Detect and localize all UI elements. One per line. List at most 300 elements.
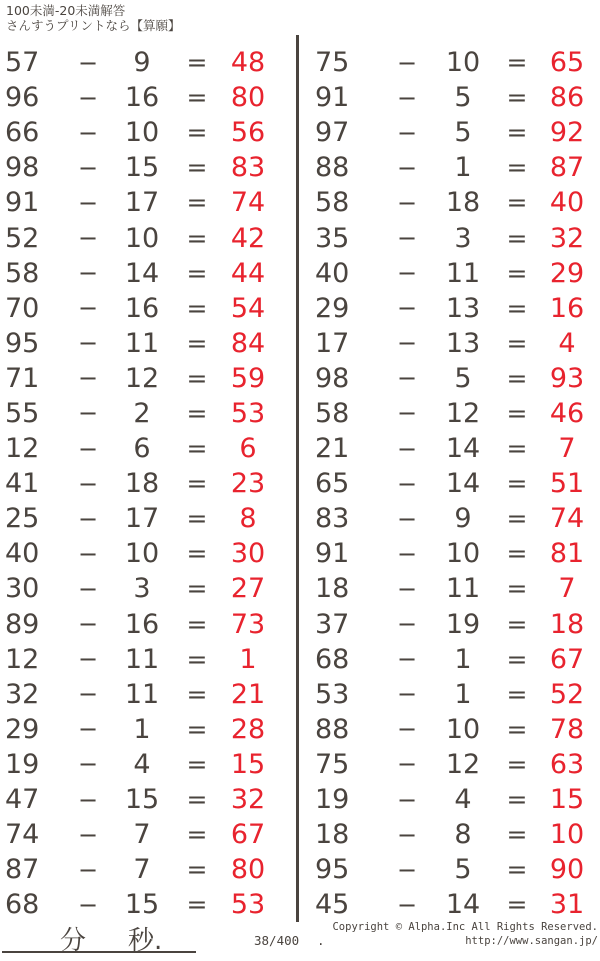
subtrahend: 16: [124, 608, 160, 640]
answer: 74: [549, 503, 585, 535]
answer: 18: [549, 608, 585, 640]
answer: 29: [549, 257, 585, 289]
answer: 7: [558, 433, 576, 465]
minuend: 55: [5, 397, 40, 429]
subtrahend: 11: [445, 573, 481, 605]
equals-icon: =: [186, 820, 208, 850]
problem-row: [0, 80, 296, 115]
subtrahend: 15: [124, 152, 160, 184]
equals-icon: =: [506, 328, 528, 358]
problems-column-right: [300, 45, 600, 922]
subtrahend: 10: [445, 538, 481, 570]
problem-row: [300, 536, 600, 571]
answer: 93: [549, 362, 585, 394]
answer: 28: [230, 713, 266, 745]
minuend: 19: [315, 784, 350, 816]
answer: 78: [549, 713, 585, 745]
minus-icon: −: [77, 118, 99, 147]
equals-icon: =: [506, 398, 528, 428]
column-divider-line: [296, 35, 299, 922]
subtrahend: 1: [454, 643, 472, 675]
subtrahend: 14: [445, 433, 481, 465]
minuend: 29: [5, 713, 40, 745]
answer: 83: [230, 152, 266, 184]
minus-icon: −: [396, 785, 418, 814]
equals-icon: =: [186, 48, 208, 78]
equals-icon: =: [506, 785, 528, 815]
minuend: 30: [5, 573, 40, 605]
answer: 67: [549, 643, 585, 675]
minuend: 98: [315, 362, 350, 394]
answer: 80: [230, 854, 266, 886]
minus-icon: −: [396, 188, 418, 217]
minuend: 19: [5, 748, 40, 780]
subtrahend: 5: [454, 362, 472, 394]
equals-icon: =: [186, 328, 208, 358]
minus-icon: −: [77, 259, 99, 288]
subtrahend: 5: [454, 854, 472, 886]
minus-icon: −: [396, 680, 418, 709]
minus-icon: −: [77, 188, 99, 217]
answer: 10: [549, 819, 585, 851]
answer: 48: [230, 47, 266, 79]
subtrahend: 11: [124, 327, 160, 359]
equals-icon: =: [186, 83, 208, 113]
equals-icon: =: [186, 785, 208, 815]
minus-icon: −: [396, 434, 418, 463]
equals-icon: =: [506, 574, 528, 604]
problem-row: [300, 712, 600, 747]
answer: 15: [230, 748, 266, 780]
answer: 73: [230, 608, 266, 640]
equals-icon: =: [506, 855, 528, 885]
subtrahend: 7: [133, 854, 151, 886]
problem-row: [300, 326, 600, 361]
minus-icon: −: [77, 434, 99, 463]
problem-row: [300, 887, 600, 922]
equals-icon: =: [186, 258, 208, 288]
minus-icon: −: [396, 504, 418, 533]
problem-row: [0, 185, 296, 220]
problem-row: [300, 817, 600, 852]
subtrahend: 5: [454, 117, 472, 149]
answer: 30: [230, 538, 266, 570]
answer: 4: [558, 327, 576, 359]
problem-row: [0, 150, 296, 185]
problem-row: [300, 677, 600, 712]
equals-icon: =: [506, 469, 528, 499]
problem-row: [0, 326, 296, 361]
subtrahend: 10: [124, 538, 160, 570]
minuend: 87: [5, 854, 40, 886]
subtrahend: 2: [133, 397, 151, 429]
minuend: 83: [315, 503, 350, 535]
problem-row: [0, 256, 296, 291]
minuend: 32: [5, 678, 40, 710]
stray-dot: .: [317, 933, 325, 948]
problem-row: [300, 150, 600, 185]
equals-icon: =: [186, 855, 208, 885]
equals-icon: =: [186, 398, 208, 428]
answer: 53: [230, 397, 266, 429]
subtrahend: 3: [133, 573, 151, 605]
minuend: 70: [5, 292, 40, 324]
minus-icon: −: [77, 890, 99, 919]
equals-icon: =: [186, 504, 208, 534]
minus-icon: −: [396, 820, 418, 849]
answer: 23: [230, 468, 266, 500]
answer: 87: [549, 152, 585, 184]
minuend: 12: [5, 643, 40, 675]
minuend: 91: [315, 82, 350, 114]
minuend: 45: [315, 889, 350, 921]
answer: 31: [549, 889, 585, 921]
answer: 90: [549, 854, 585, 886]
minuend: 58: [315, 187, 350, 219]
subtrahend: 15: [124, 889, 160, 921]
minus-icon: −: [77, 364, 99, 393]
minuend: 58: [315, 397, 350, 429]
equals-icon: =: [186, 188, 208, 218]
subtrahend: 9: [454, 503, 472, 535]
equals-icon: =: [506, 504, 528, 534]
problem-row: [300, 220, 600, 255]
problem-row: [0, 852, 296, 887]
subtrahend: 11: [124, 643, 160, 675]
problem-row: [300, 396, 600, 431]
minus-icon: −: [396, 750, 418, 779]
equals-icon: =: [186, 714, 208, 744]
problem-row: [0, 571, 296, 606]
minuend: 47: [5, 784, 40, 816]
subtrahend: 1: [454, 152, 472, 184]
equals-icon: =: [506, 363, 528, 393]
problem-row: [300, 115, 600, 150]
minus-icon: −: [396, 855, 418, 884]
copyright-url: http://www.sangan.jp/: [465, 935, 598, 947]
page-number: 38/400: [254, 933, 300, 948]
minus-icon: −: [396, 364, 418, 393]
answer: 32: [230, 784, 266, 816]
equals-icon: =: [506, 48, 528, 78]
problem-row: [300, 852, 600, 887]
answer: 51: [549, 468, 585, 500]
answer: 46: [549, 397, 585, 429]
minuend: 75: [315, 748, 350, 780]
subtrahend: 13: [445, 327, 481, 359]
subtrahend: 5: [454, 82, 472, 114]
minuend: 21: [315, 433, 350, 465]
equals-icon: =: [186, 223, 208, 253]
subtrahend: 12: [445, 748, 481, 780]
answer: 59: [230, 362, 266, 394]
answer: 81: [549, 538, 585, 570]
answer: 8: [239, 503, 257, 535]
minus-icon: −: [396, 294, 418, 323]
subtrahend: 13: [445, 292, 481, 324]
minus-icon: −: [77, 469, 99, 498]
equals-icon: =: [186, 644, 208, 674]
equals-icon: =: [186, 609, 208, 639]
minus-icon: −: [77, 329, 99, 358]
subtrahend: 12: [445, 397, 481, 429]
minuend: 88: [315, 713, 350, 745]
problem-row: [0, 220, 296, 255]
answer: 67: [230, 819, 266, 851]
minus-icon: −: [396, 224, 418, 253]
answer: 32: [549, 222, 585, 254]
answer: 52: [549, 678, 585, 710]
answer: 80: [230, 82, 266, 114]
problem-row: [300, 45, 600, 80]
answer: 44: [230, 257, 266, 289]
equals-icon: =: [186, 749, 208, 779]
equals-icon: =: [186, 679, 208, 709]
minuend: 57: [5, 47, 40, 79]
minus-icon: −: [396, 399, 418, 428]
minus-icon: −: [77, 645, 99, 674]
problem-row: [0, 712, 296, 747]
answer: 65: [549, 47, 585, 79]
equals-icon: =: [506, 890, 528, 920]
problem-row: [300, 607, 600, 642]
subtrahend: 7: [133, 819, 151, 851]
minus-icon: −: [396, 329, 418, 358]
equals-icon: =: [506, 749, 528, 779]
equals-icon: =: [506, 153, 528, 183]
answer: 84: [230, 327, 266, 359]
problem-row: [0, 466, 296, 501]
equals-icon: =: [506, 258, 528, 288]
subtrahend: 14: [445, 889, 481, 921]
minus-icon: −: [77, 680, 99, 709]
subtrahend: 12: [124, 362, 160, 394]
minuend: 66: [5, 117, 40, 149]
answer: 92: [549, 117, 585, 149]
answer: 86: [549, 82, 585, 114]
equals-icon: =: [506, 609, 528, 639]
problem-row: [0, 536, 296, 571]
minus-icon: −: [77, 153, 99, 182]
minuend: 18: [315, 819, 350, 851]
subtrahend: 10: [124, 222, 160, 254]
minus-icon: −: [77, 48, 99, 77]
answer: 53: [230, 889, 266, 921]
subtrahend: 11: [445, 257, 481, 289]
minuend: 95: [5, 327, 40, 359]
subtrahend: 17: [124, 503, 160, 535]
problems-column-left: [0, 45, 296, 922]
equals-icon: =: [186, 434, 208, 464]
subtrahend: 3: [454, 222, 472, 254]
minuend: 18: [315, 573, 350, 605]
subtrahend: 1: [454, 678, 472, 710]
minuend: 37: [315, 608, 350, 640]
minutes-label: 分: [60, 926, 87, 956]
minus-icon: −: [77, 855, 99, 884]
minus-icon: −: [396, 645, 418, 674]
seconds-label: 秒.: [128, 926, 163, 956]
answer: 16: [549, 292, 585, 324]
minus-icon: −: [396, 118, 418, 147]
problem-row: [300, 291, 600, 326]
subtrahend: 10: [445, 47, 481, 79]
minus-icon: −: [396, 715, 418, 744]
problem-row: [300, 782, 600, 817]
equals-icon: =: [506, 679, 528, 709]
minuend: 17: [315, 327, 350, 359]
problem-row: [300, 571, 600, 606]
minus-icon: −: [396, 610, 418, 639]
problem-row: [0, 677, 296, 712]
answer: 21: [230, 678, 266, 710]
minus-icon: −: [396, 890, 418, 919]
minuend: 74: [5, 819, 40, 851]
subtrahend: 8: [454, 819, 472, 851]
subtrahend: 9: [133, 47, 151, 79]
problem-row: [300, 501, 600, 536]
equals-icon: =: [186, 539, 208, 569]
subtrahend: 16: [124, 82, 160, 114]
answer: 63: [549, 748, 585, 780]
answer: 74: [230, 187, 266, 219]
minuend: 40: [5, 538, 40, 570]
problem-row: [0, 115, 296, 150]
problem-row: [300, 256, 600, 291]
answer: 40: [549, 187, 585, 219]
minus-icon: −: [77, 610, 99, 639]
minuend: 53: [315, 678, 350, 710]
problem-row: [0, 607, 296, 642]
minuend: 68: [315, 643, 350, 675]
equals-icon: =: [506, 223, 528, 253]
subtrahend: 4: [454, 784, 472, 816]
minus-icon: −: [77, 539, 99, 568]
subtrahend: 1: [133, 713, 151, 745]
problem-row: [300, 80, 600, 115]
problem-row: [0, 782, 296, 817]
time-answer-underline: [2, 951, 196, 953]
problem-row: [0, 642, 296, 677]
problem-row: [0, 361, 296, 396]
minus-icon: −: [77, 785, 99, 814]
minuend: 58: [5, 257, 40, 289]
subtrahend: 15: [124, 784, 160, 816]
minuend: 52: [5, 222, 40, 254]
minuend: 65: [315, 468, 350, 500]
equals-icon: =: [186, 469, 208, 499]
problem-row: [0, 291, 296, 326]
minus-icon: −: [77, 224, 99, 253]
answer: 15: [549, 784, 585, 816]
equals-icon: =: [506, 714, 528, 744]
equals-icon: =: [506, 434, 528, 464]
minuend: 95: [315, 854, 350, 886]
equals-icon: =: [186, 293, 208, 323]
answer: 27: [230, 573, 266, 605]
minus-icon: −: [396, 153, 418, 182]
subtrahend: 4: [133, 748, 151, 780]
minus-icon: −: [77, 574, 99, 603]
minus-icon: −: [77, 399, 99, 428]
minus-icon: −: [77, 750, 99, 779]
minus-icon: −: [77, 83, 99, 112]
answer: 7: [558, 573, 576, 605]
minuend: 98: [5, 152, 40, 184]
subtrahend: 17: [124, 187, 160, 219]
equals-icon: =: [186, 118, 208, 148]
problem-row: [300, 466, 600, 501]
minuend: 75: [315, 47, 350, 79]
minuend: 88: [315, 152, 350, 184]
subtrahend: 10: [445, 713, 481, 745]
minus-icon: −: [396, 259, 418, 288]
minuend: 41: [5, 468, 40, 500]
answer: 1: [239, 643, 257, 675]
worksheet-title: 100未満-20未満解答: [6, 3, 126, 18]
minus-icon: −: [396, 574, 418, 603]
minuend: 68: [5, 889, 40, 921]
subtrahend: 18: [445, 187, 481, 219]
minuend: 29: [315, 292, 350, 324]
equals-icon: =: [186, 153, 208, 183]
answer: 6: [239, 433, 257, 465]
problem-row: [0, 45, 296, 80]
copyright-block: [332, 920, 598, 948]
minuend: 89: [5, 608, 40, 640]
problem-row: [300, 747, 600, 782]
equals-icon: =: [506, 293, 528, 323]
subtrahend: 14: [124, 257, 160, 289]
answer: 54: [230, 292, 266, 324]
minuend: 96: [5, 82, 40, 114]
minus-icon: −: [77, 715, 99, 744]
subtrahend: 19: [445, 608, 481, 640]
equals-icon: =: [506, 820, 528, 850]
minuend: 35: [315, 222, 350, 254]
problem-row: [0, 431, 296, 466]
problem-row: [300, 361, 600, 396]
equals-icon: =: [506, 644, 528, 674]
minuend: 12: [5, 433, 40, 465]
problem-row: [0, 887, 296, 922]
answer: 56: [230, 117, 266, 149]
subtrahend: 6: [133, 433, 151, 465]
equals-icon: =: [506, 539, 528, 569]
problem-row: [0, 501, 296, 536]
subtrahend: 18: [124, 468, 160, 500]
minuend: 91: [5, 187, 40, 219]
equals-icon: =: [506, 118, 528, 148]
minus-icon: −: [396, 539, 418, 568]
problem-row: [300, 642, 600, 677]
minuend: 25: [5, 503, 40, 535]
subtrahend: 11: [124, 678, 160, 710]
minuend: 91: [315, 538, 350, 570]
equals-icon: =: [186, 574, 208, 604]
problem-row: [300, 185, 600, 220]
worksheet-subtitle: さんすうプリントなら【算願】: [6, 18, 181, 33]
equals-icon: =: [506, 188, 528, 218]
minuend: 71: [5, 362, 40, 394]
equals-icon: =: [186, 363, 208, 393]
minus-icon: −: [396, 48, 418, 77]
minus-icon: −: [396, 83, 418, 112]
minus-icon: −: [396, 469, 418, 498]
subtrahend: 16: [124, 292, 160, 324]
equals-icon: =: [186, 890, 208, 920]
minuend: 97: [315, 117, 350, 149]
